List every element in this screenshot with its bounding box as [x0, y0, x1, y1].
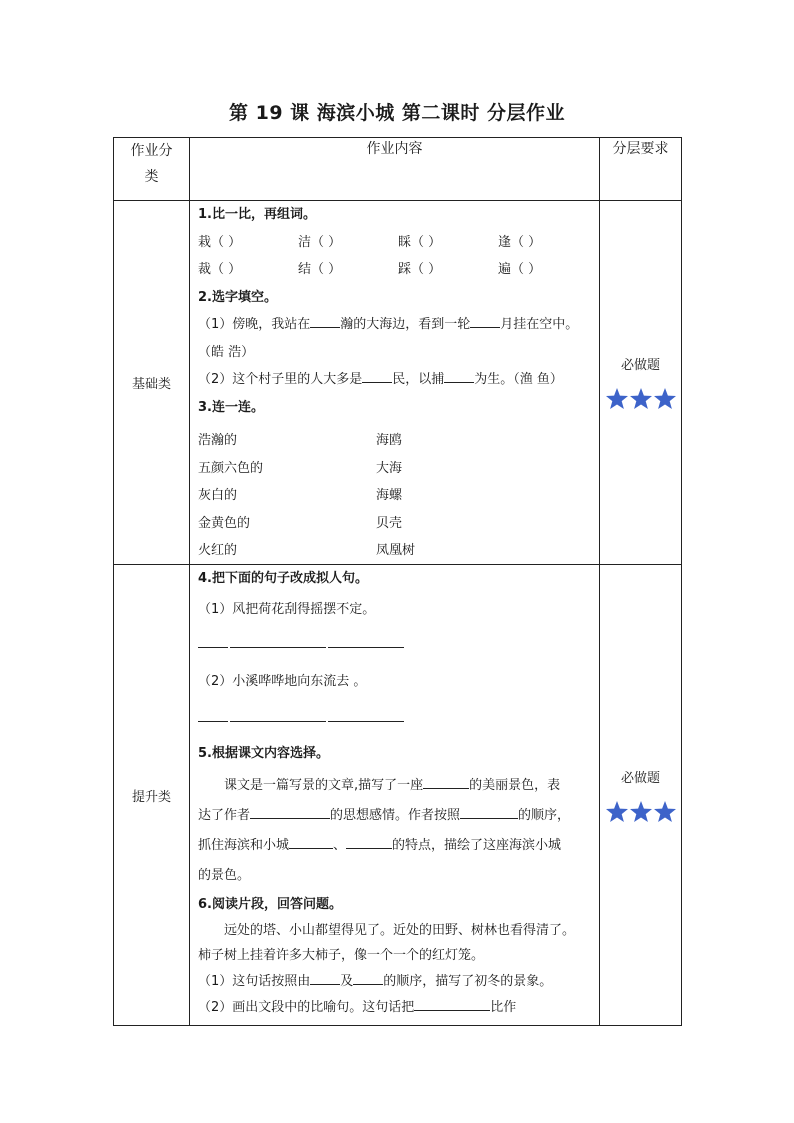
q5-paragraph — [198, 771, 593, 801]
blank[interactable] — [346, 832, 392, 849]
q4-item2: （2）小溪哗哗地向东流去 。 — [198, 673, 367, 689]
q2-1-text-c: 月挂在空中。 — [500, 317, 579, 332]
match-left[interactable]: 金黄色的 — [198, 515, 251, 531]
q1-item: 结（ ） — [298, 262, 342, 277]
star-icon — [605, 800, 629, 824]
content-basic — [190, 201, 600, 565]
q6-passage: 柿子树上挂着许多大柿子，像一个一个的红灯笼。 — [198, 948, 485, 963]
q1-item: 栽（ ） — [198, 234, 242, 250]
match-left[interactable]: 火红的 — [198, 543, 238, 558]
q5-text: 、 — [333, 837, 347, 853]
requirement-basic — [600, 201, 682, 565]
blank[interactable] — [250, 802, 330, 819]
requirement-label: 必做题 — [620, 770, 660, 786]
blank[interactable] — [460, 802, 518, 819]
star-rating — [600, 800, 681, 824]
q4-title: 4.把下面的句子改成拟人句。 — [198, 571, 368, 586]
q2-item2 — [198, 366, 593, 394]
q1-item: 睬（ ） — [398, 234, 442, 250]
q6-passage: 远处的塔、小山都望得见了。近处的田野、树林也看得清了。 — [224, 923, 576, 938]
q1-item: 逢（ ） — [498, 234, 542, 250]
match-left[interactable]: 浩瀚的 — [198, 433, 238, 448]
q5-text: 的顺序， — [518, 807, 571, 823]
blank[interactable] — [470, 311, 500, 328]
header-requirement: 分层要求 — [600, 138, 682, 201]
match-row — [198, 510, 593, 538]
header-category — [114, 138, 190, 201]
blank[interactable] — [289, 832, 333, 849]
q1-item: 遍（ ） — [498, 262, 542, 277]
q2-title: 2.选字填空。 — [198, 289, 277, 305]
q2-2-text-c: 为生。（渔 鱼） — [474, 372, 563, 387]
blank[interactable] — [353, 968, 383, 985]
match-row — [198, 537, 593, 565]
match-right[interactable]: 海螺 — [376, 488, 403, 503]
blank[interactable] — [310, 968, 340, 985]
q1-row2 — [198, 256, 593, 284]
page-title: 第 19 课 海滨小城 第二课时 分层作业 — [228, 102, 565, 124]
category-advanced: 提升类 — [114, 565, 190, 1026]
category-basic: 基础类 — [114, 201, 190, 565]
match-row — [198, 482, 593, 510]
q2-2-text-b: 民，以捕 — [392, 372, 445, 387]
q3-title: 3.连一连。 — [198, 399, 264, 415]
q1-item: 裁（ ） — [198, 262, 242, 277]
requirement-label: 必做题 — [620, 358, 660, 373]
q5-text: 的美丽景色，表 — [469, 777, 561, 793]
q1-title: 1.比一比，再组词。 — [198, 207, 316, 222]
q6-item1 — [198, 968, 593, 994]
q6-item2 — [198, 994, 593, 1020]
q6-1-text: 的顺序，描写了初冬的景象。 — [383, 974, 553, 989]
blank[interactable] — [414, 994, 490, 1011]
q2-1-text-b: 瀚的大海边，看到一轮 — [340, 317, 471, 332]
q5-text: 达了作者 — [198, 807, 251, 823]
header-content: 作业内容 — [190, 138, 600, 201]
q1-row1 — [198, 229, 593, 257]
q5-paragraph — [198, 801, 593, 831]
q6-2-text: （2）画出文段中的比喻句。这句话把 — [198, 1000, 415, 1015]
table-row-basic — [114, 201, 682, 565]
header-category-line1: 作业分 — [130, 143, 173, 159]
header-category-line2: 类 — [144, 169, 159, 185]
star-icon — [653, 800, 677, 824]
table-header-row — [114, 138, 682, 201]
q6-title: 6.阅读片段，回答问题。 — [198, 896, 342, 912]
q2-1-text-a: （1）傍晚，我站在 — [198, 317, 311, 332]
table-row-advanced — [114, 565, 682, 1026]
homework-table — [113, 137, 682, 1026]
star-icon — [653, 387, 677, 411]
q6-1-text: （1）这句话按照由 — [198, 974, 311, 989]
star-icon — [629, 800, 653, 824]
q5-title: 5.根据课文内容选择。 — [198, 745, 329, 761]
q5-text: 抓住海滨和小城 — [198, 837, 290, 853]
match-right[interactable]: 贝壳 — [376, 515, 403, 531]
q6-1-text: 及 — [340, 974, 354, 989]
q5-text: 的思想感情。作者按照 — [330, 807, 461, 823]
q2-2-text-a: （2）这个村子里的人大多是 — [198, 372, 363, 387]
q5-text: 课文是一篇写景的文章,描写了一座 — [224, 777, 424, 793]
q1-item: 踩（ ） — [398, 262, 442, 277]
match-right[interactable]: 海鸥 — [376, 433, 403, 448]
q2-item1 — [198, 311, 593, 339]
star-icon — [629, 387, 653, 411]
q5-paragraph: 的景色。 — [198, 867, 251, 883]
blank[interactable] — [444, 366, 474, 383]
blank[interactable] — [362, 366, 392, 383]
blank[interactable] — [423, 772, 469, 789]
q1-item: 洁（ ） — [298, 234, 342, 250]
q6-2-text: 比作 — [490, 1000, 517, 1015]
answer-line[interactable] — [198, 701, 593, 737]
match-left[interactable]: 灰白的 — [198, 488, 238, 503]
match-right[interactable]: 凤凰树 — [376, 543, 416, 558]
q4-item1: （1）风把荷花刮得摇摆不定。 — [198, 601, 376, 617]
match-row — [198, 455, 593, 483]
q5-text: 的特点，描绘了这座海滨小城 — [392, 837, 562, 853]
match-right[interactable]: 大海 — [376, 460, 403, 476]
match-row — [198, 427, 593, 455]
answer-line[interactable] — [198, 627, 593, 663]
star-rating — [600, 387, 681, 411]
star-icon — [605, 387, 629, 411]
q2-item1-options: （皓 浩） — [198, 344, 255, 360]
content-advanced — [190, 565, 600, 1026]
q5-paragraph — [198, 831, 593, 861]
blank[interactable] — [310, 311, 340, 328]
match-left[interactable]: 五颜六色的 — [198, 460, 264, 476]
requirement-advanced — [600, 565, 682, 1026]
